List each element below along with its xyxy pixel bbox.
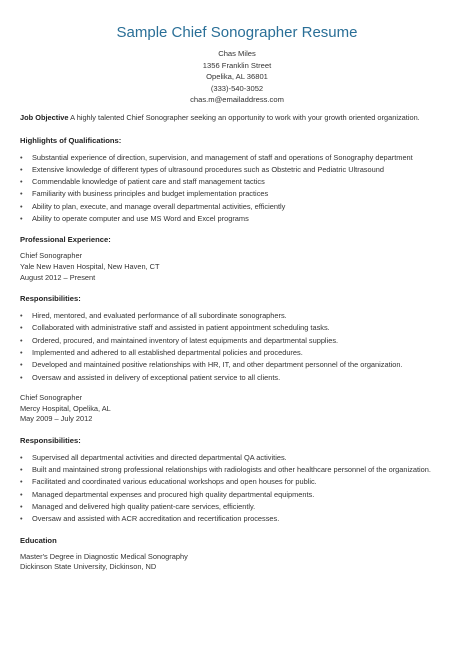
resume-body	[20, 113, 460, 583]
education-block	[20, 552, 460, 573]
list-item: • Collaborated with administrative staff and assisted in patient appointment scheduling tasks.	[20, 322, 460, 334]
list-item: • Familiarity with business principles and budget implementation practices	[20, 188, 460, 200]
contact-name: Chas Miles	[218, 49, 256, 58]
highlights-list	[20, 152, 460, 226]
job-title: Chief Sonographer	[20, 251, 83, 261]
list-item: • Managed and delivered high quality patient-care services, efficiently.	[20, 501, 460, 513]
job-objective	[20, 113, 460, 124]
job-title: Chief Sonographer	[20, 392, 83, 402]
list-item: • Substantial experience of direction, supervision, and management of staff and operations of Sonography department	[20, 152, 460, 164]
contact-phone: (333)-540-3052	[210, 83, 264, 93]
list-item: • Developed and maintained positive relationships with HR, IT, and other department personnel of the organization.	[20, 359, 460, 371]
list-item: • Commendable knowledge of patient care and staff management tactics	[20, 176, 460, 188]
list-item: • Built and maintained strong professional relationships with radiologists and other healthcare personnel of the organization.	[20, 464, 460, 476]
contact-email: chas.m@emailaddress.com	[190, 95, 284, 105]
responsibilities-list	[20, 310, 460, 384]
job-employer: Yale New Haven Hospital, New Haven, CT	[20, 261, 160, 271]
objective-text: A highly talented Chief Sonographer seeking an opportunity to work with your growth oriented organization.	[68, 113, 420, 122]
contact-block	[0, 48, 474, 106]
responsibilities-heading: Responsibilities:	[20, 294, 81, 304]
list-item: • Ability to operate computer and use MS Word and Excel programs	[20, 213, 460, 225]
contact-street: 1356 Franklin Street	[202, 60, 272, 70]
list-item: • Supervised all departmental activities and directed departmental QA activities.	[20, 452, 460, 464]
contact-city: Opelika, AL 36801	[206, 72, 268, 82]
job-2	[20, 393, 460, 425]
education-school: Dickinson State University, Dickinson, ND	[20, 562, 157, 572]
list-item: • Managed departmental expenses and procured high quality departmental equipments.	[20, 489, 460, 501]
education-heading: Education	[20, 535, 57, 545]
job-dates: May 2009 – July 2012	[20, 414, 93, 424]
list-item: • Implemented and adhered to all established departmental policies and procedures.	[20, 347, 460, 359]
list-item: • Ability to plan, execute, and manage overall departmental activities, efficiently	[20, 201, 460, 213]
list-item: • Ordered, procured, and maintained inventory of latest equipments and departmental supplies.	[20, 335, 460, 347]
list-item: • Hired, mentored, and evaluated performance of all subordinate sonographers.	[20, 310, 460, 322]
education-degree: Master's Degree in Diagnostic Medical Sonography	[20, 551, 188, 561]
list-item: • Oversaw and assisted with ACR accreditation and recertification processes.	[20, 513, 460, 525]
job-1	[20, 251, 460, 283]
resume-title: Sample Chief Sonographer Resume	[116, 24, 358, 41]
responsibilities-heading: Responsibilities:	[20, 435, 81, 445]
highlights-heading: Highlights of Qualifications:	[20, 135, 122, 145]
responsibilities-list	[20, 452, 460, 526]
list-item: • Extensive knowledge of different types of ultrasound procedures such as Obstetric and Pediatric Ultrasound	[20, 164, 460, 176]
job-employer: Mercy Hospital, Opelika, AL	[20, 403, 111, 413]
objective-label: Job Objective	[20, 113, 69, 122]
experience-heading: Professional Experience:	[20, 235, 111, 245]
job-dates: August 2012 – Present	[20, 272, 96, 282]
list-item: • Facilitated and coordinated various educational workshops and open houses for public.	[20, 476, 460, 488]
list-item: • Oversaw and assisted in delivery of exceptional patient service to all clients.	[20, 372, 460, 384]
